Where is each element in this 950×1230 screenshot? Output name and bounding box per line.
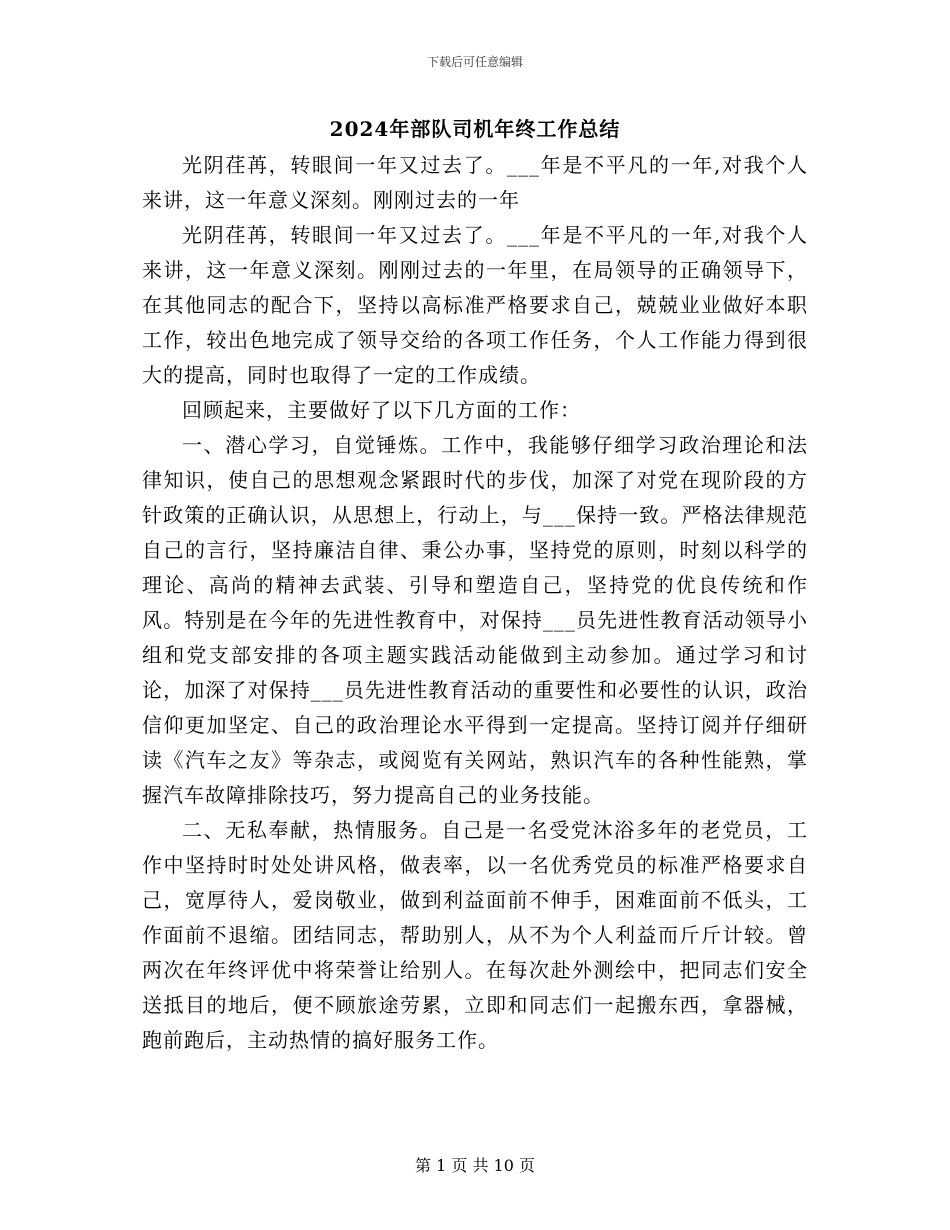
paragraph: 一、潜心学习，自觉锤炼。工作中，我能够仔细学习政治理论和法律知识，使自己的思想观念紧跟时代的步伐，加深了对党在现阶段的方针政策的正确认识，从思想上，行动上，与___保持一致。严格法律规范自己的言行，坚持廉洁自律、秉公办事，坚持党的原则，时刻以科学的理论、高尚的精神去武装、引导和塑造自己，坚持党的优良传统和作风。特别是在今年的先进性教育中，对保持___员先进性教育活动领导小组和党支部安排的各项主题实践活动能做到主动参加。通过学习和讨论，加深了对保持___员先进性教育活动的重要性和必要性的认识，政治信仰更加坚定、自己的政治理论水平得到一定提高。坚持订阅并仔细研读《汽车之友》等杂志，或阅览有关网站，熟识汽车的各种性能熟，掌握汽车故障排除技巧，努力提高自己的业务技能。 xyxy=(142,433,808,807)
document-body xyxy=(142,148,808,1058)
paragraph: 二、无私奉献，热情服务。自己是一名受党沐浴多年的老党员，工作中坚持时时处处讲风格，做表率，以一名优秀党员的标准严格要求自己，宽厚待人，爱岗敬业，做到利益面前不伸手，困难面前不低头，工作面前不退缩。团结同志，帮助别人，从不为个人利益而斤斤计较。曾两次在年终评优中将荣誉让给别人。在每次赴外测绘中，把同志们安全送抵目的地后，便不顾旅途劳累，立即和同志们一起搬东西，拿器械，跑前跑后，主动热情的搞好服务工作。 xyxy=(142,818,808,1052)
paragraph: 回顾起来，主要做好了以下几方面的工作： xyxy=(182,398,581,422)
header-note: 下载后可任意编辑 xyxy=(426,55,523,69)
paragraph: 光阴荏苒，转眼间一年又过去了。___年是不平凡的一年,对我个人来讲，这一年意义深刻。刚刚过去的一年里，在局领导的正确领导下，在其他同志的配合下，坚持以高标准严格要求自己，兢兢业业做好本职工作，较出色地完成了领导交给的各项工作任务，个人工作能力得到很大的提高，同时也取得了一定的工作成绩。 xyxy=(142,223,808,387)
page-indicator: 第 1 页 共 10 页 xyxy=(415,1156,535,1175)
paragraph: 光阴荏苒，转眼间一年又过去了。___年是不平凡的一年,对我个人来讲，这一年意义深刻。刚刚过去的一年 xyxy=(142,153,808,212)
document-title: 2024年部队司机年终工作总结 xyxy=(329,117,621,141)
